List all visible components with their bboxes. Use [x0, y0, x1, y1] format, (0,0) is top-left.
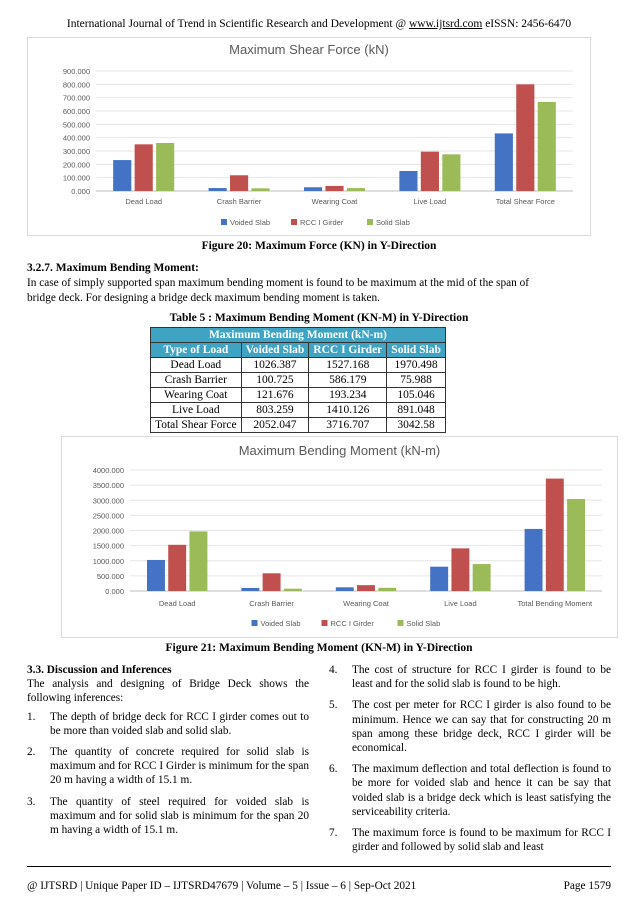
category-label: Wearing Coat — [311, 197, 358, 206]
bar — [325, 186, 343, 191]
bar — [135, 144, 153, 191]
y-tick-label: 0.000 — [71, 187, 90, 196]
bar — [538, 102, 556, 191]
list-item — [329, 698, 611, 755]
bar — [241, 588, 259, 591]
table-cell: 75.988 — [387, 373, 446, 388]
chart-title: Maximum Bending Moment (kN-m) — [238, 443, 441, 458]
legend-swatch — [221, 219, 227, 225]
bending-moment-chart — [61, 436, 618, 638]
table-cell: 193.234 — [309, 388, 387, 403]
bar — [347, 188, 365, 191]
list-number: 7. — [329, 827, 338, 840]
bar — [113, 160, 131, 191]
category-label: Wearing Coat — [343, 599, 389, 608]
table-cell: Total Shear Force — [151, 418, 242, 433]
shear-force-chart — [27, 37, 591, 236]
list-text: The cost per meter for RCC I girder is also found to be minimum. Hence we can say that for constructing 20 m span among these bridge deck, RCC I girder will be economical. — [352, 699, 611, 755]
legend-swatch — [252, 620, 258, 626]
paragraph-line: In case of simply supported span maximum bending moment is found to be maximum at the mid of the span of — [27, 277, 529, 289]
list-item — [329, 826, 611, 854]
bar — [284, 589, 302, 591]
table-row — [151, 388, 446, 403]
category-label: Crash Barrier — [249, 599, 294, 608]
y-tick-label: 300.000 — [62, 147, 90, 156]
bar — [378, 588, 396, 591]
list-text: The quantity of steel required for voided slab is maximum and for solid slab is minimum for the span 20 m having a width of 15.1 m. — [50, 795, 309, 837]
y-tick-label: 4000.000 — [92, 466, 124, 475]
y-tick-label: 200.000 — [62, 160, 90, 170]
bar — [421, 152, 439, 191]
y-tick-label: 800.000 — [62, 80, 90, 90]
y-tick-label: 500.000 — [96, 571, 124, 581]
bending-moment-chart-svg — [62, 437, 617, 637]
legend-label: RCC I Girder — [300, 218, 344, 227]
table-cell: 1410.126 — [309, 403, 387, 418]
section-3-3-intro: The analysis and designing of Bridge Deck shows the following inferences: — [27, 678, 309, 705]
bar — [252, 188, 270, 191]
table-cell: 121.676 — [241, 388, 309, 403]
y-tick-label: 700.000 — [62, 93, 90, 103]
bar — [546, 479, 564, 591]
category-label: Live Load — [444, 599, 477, 608]
bar — [399, 171, 417, 191]
column-header: RCC I Girder — [309, 343, 387, 358]
y-tick-label: 900.000 — [62, 67, 90, 76]
legend-label: Voided Slab — [230, 218, 271, 227]
legend-label: RCC I Girder — [330, 619, 374, 628]
table-row — [151, 403, 446, 418]
y-tick-label: 100.000 — [62, 173, 90, 183]
bar — [168, 545, 186, 591]
table-cell: 803.259 — [241, 403, 309, 418]
footer-rule — [27, 866, 611, 867]
list-item — [27, 795, 309, 838]
list-number: 2. — [27, 746, 36, 759]
legend-swatch — [291, 219, 297, 225]
table-cell: Dead Load — [151, 358, 242, 373]
table-cell: 2052.047 — [241, 418, 309, 433]
table-cell: 891.048 — [387, 403, 446, 418]
bar — [209, 188, 227, 191]
legend-label: Solid Slab — [376, 218, 410, 227]
y-tick-label: 1500.000 — [92, 541, 124, 551]
figure-21-caption: Figure 21: Maximum Bending Moment (KN-M) in Y-Direction — [165, 642, 473, 654]
table-cell: 1026.387 — [241, 358, 309, 373]
bar — [189, 531, 207, 591]
chart-title: Maximum Shear Force (kN) — [229, 42, 389, 57]
bar — [525, 529, 543, 591]
bar — [430, 567, 448, 591]
column-header: Type of Load — [151, 343, 242, 358]
y-tick-label: 3000.000 — [92, 496, 124, 506]
legend-label: Voided Slab — [260, 619, 301, 628]
table-cell: Live Load — [151, 403, 242, 418]
list-text: The quantity of concrete required for solid slab is maximum and for RCC I Girder is minimum for the span 20 m having a width of 15.1 m. — [50, 746, 309, 787]
category-label: Total Bending Moment — [517, 599, 593, 608]
list-text: The maximum deflection and total deflection is found to be more for voided slab and hence it can be say that voided slab is a bridge deck which is least satisfying the serviceability criteria. — [352, 763, 611, 818]
table-cell: 586.179 — [309, 373, 387, 388]
journal-issn: eISSN: 2456-6470 — [485, 18, 572, 30]
category-label: Live Load — [413, 197, 447, 206]
journal-url-link[interactable]: www.ijtsrd.com — [408, 18, 483, 30]
y-tick-label: 2500.000 — [92, 511, 124, 521]
y-tick-label: 0.000 — [105, 587, 124, 596]
y-tick-label: 3500.000 — [92, 481, 124, 491]
bar — [156, 143, 174, 191]
category-label: Dead Load — [158, 599, 196, 608]
list-number: 6. — [329, 763, 338, 776]
category-label: Total Shear Force — [495, 197, 555, 206]
section-3-3-heading: 3.3. Discussion and Inferences — [27, 664, 172, 676]
bar — [230, 175, 248, 191]
page-number: Page 1579 — [563, 880, 611, 892]
table-cell: Crash Barrier — [151, 373, 242, 388]
bar — [357, 585, 375, 591]
bar — [304, 187, 322, 191]
table-cell: 1527.168 — [309, 358, 387, 373]
column-header: Voided Slab — [241, 343, 309, 358]
category-label: Crash Barrier — [216, 197, 262, 206]
bar — [336, 587, 354, 591]
footer-info: @ IJTSRD | Unique Paper ID – IJTSRD47679 | Volume – 5 | Issue – 6 | Sep-Oct 2021 — [27, 880, 417, 892]
bar — [451, 548, 469, 591]
bar — [263, 573, 281, 591]
journal-header — [0, 18, 638, 30]
bar — [147, 560, 165, 591]
list-item — [329, 762, 611, 819]
list-number: 5. — [329, 699, 338, 712]
table-5 — [150, 327, 446, 433]
y-tick-label: 2000.000 — [92, 526, 124, 536]
y-tick-label: 400.000 — [62, 133, 90, 143]
figure-20-caption: Figure 20: Maximum Force (KN) in Y-Direction — [201, 240, 437, 252]
bar — [516, 84, 534, 191]
list-item — [329, 663, 611, 691]
table-cell: 3716.707 — [309, 418, 387, 433]
table-title: Maximum Bending Moment (kN-m) — [151, 328, 446, 343]
shear-force-chart-svg — [28, 38, 590, 235]
bar — [442, 154, 460, 191]
section-3-2-7-paragraph — [27, 276, 611, 306]
list-text: The depth of bridge deck for RCC I girder comes out to be more than voided slab and solid slab. — [50, 710, 309, 737]
y-tick-label: 600.000 — [62, 107, 90, 116]
legend-swatch — [367, 219, 373, 225]
section-3-2-7-heading: 3.2.7. Maximum Bending Moment: — [27, 262, 199, 274]
list-number: 3. — [27, 795, 36, 808]
y-tick-label: 500.000 — [62, 120, 90, 130]
list-number: 1. — [27, 710, 36, 723]
column-header: Solid Slab — [387, 343, 446, 358]
paragraph-line: bridge deck. For designing a bridge deck maximum bending moment is taken. — [27, 292, 380, 304]
legend-swatch — [322, 620, 328, 626]
table-5-caption: Table 5 : Maximum Bending Moment (KN-M) in Y-Direction — [169, 312, 469, 324]
left-column — [27, 663, 309, 844]
legend-label: Solid Slab — [406, 619, 441, 628]
table-cell: 100.725 — [241, 373, 309, 388]
table-row — [151, 373, 446, 388]
bar — [567, 499, 585, 591]
bar — [495, 133, 513, 191]
table-cell: Wearing Coat — [151, 388, 242, 403]
bar — [473, 564, 491, 591]
journal-name: International Journal of Trend in Scientific Research and Development @ — [66, 18, 407, 30]
y-tick-label: 1000.000 — [92, 556, 124, 566]
list-text: The cost of structure for RCC I girder is found to be least and for the solid slab is found to be high. — [352, 664, 611, 691]
list-text: The maximum force is found to be maximum for RCC I girder and followed by solid slab and least — [352, 827, 611, 854]
list-number: 4. — [329, 664, 338, 676]
list-item — [27, 745, 309, 788]
list-item — [27, 710, 309, 738]
table-cell: 105.046 — [387, 388, 446, 403]
page-footer — [27, 880, 611, 892]
category-label: Dead Load — [125, 197, 163, 206]
table-row — [151, 358, 446, 373]
table-cell: 3042.58 — [387, 418, 446, 433]
legend-swatch — [398, 620, 404, 626]
right-column — [329, 663, 611, 861]
table-row — [151, 418, 446, 433]
table-cell: 1970.498 — [387, 358, 446, 373]
